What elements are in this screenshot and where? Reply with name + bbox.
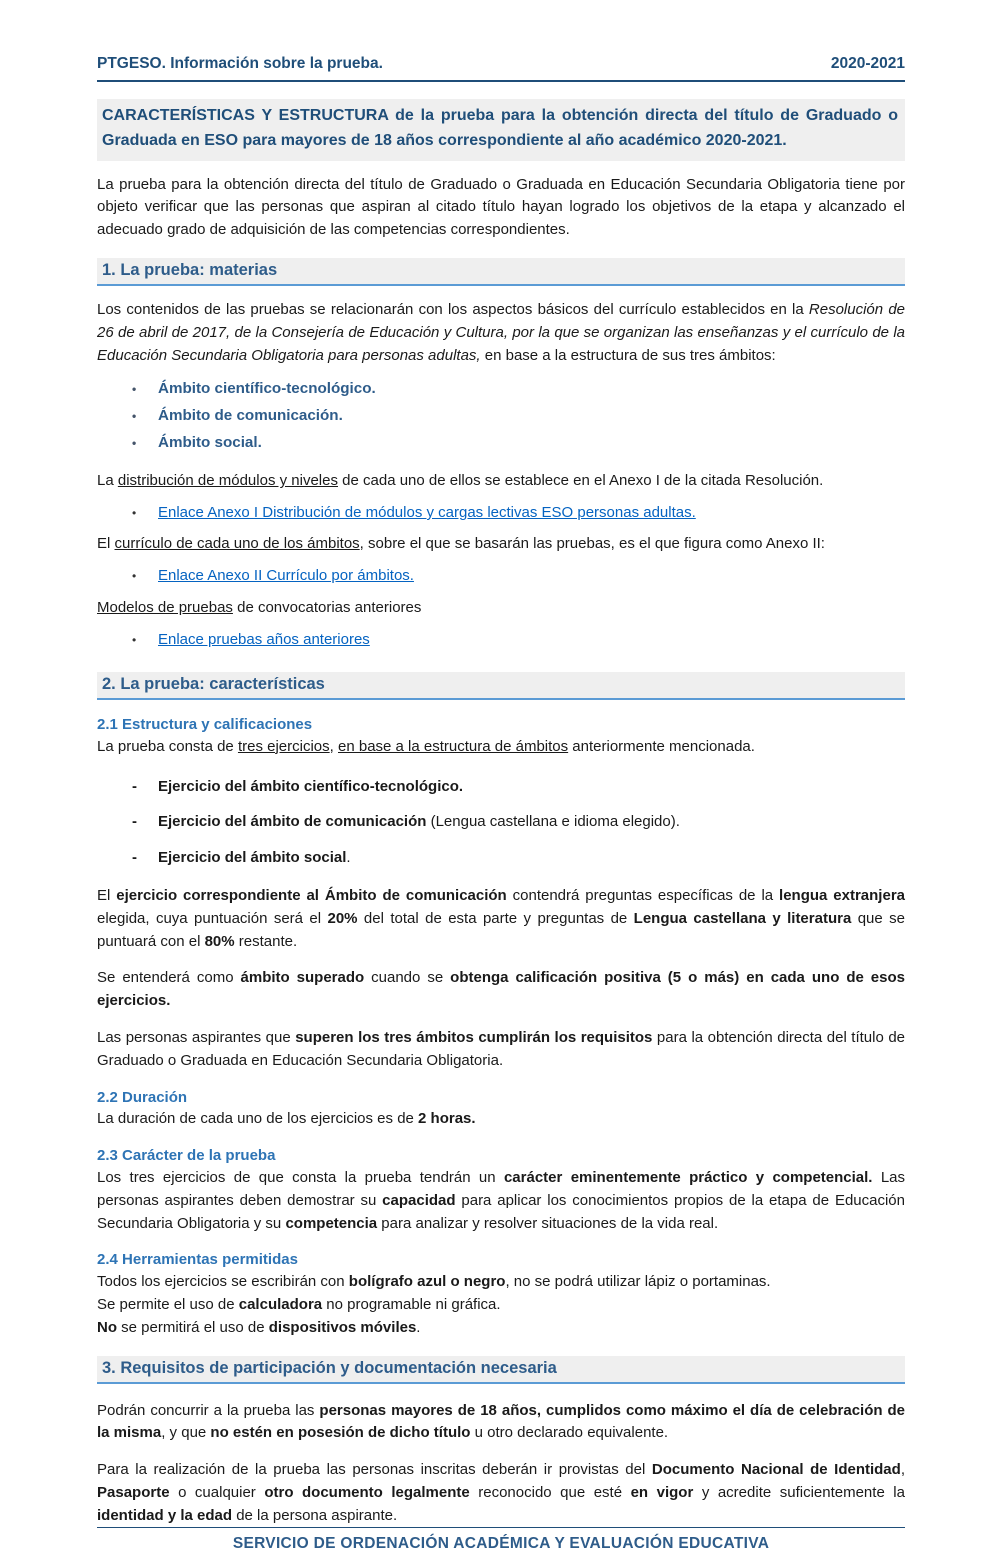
text-run: contendrá preguntas específicas de la xyxy=(506,887,780,905)
text-run-bold: Ejercicio del ámbito social xyxy=(158,848,347,866)
text-run: Podrán concurrir a la prueba las xyxy=(97,1401,320,1419)
section-2-heading: 2. La prueba: características xyxy=(97,672,905,700)
text-run-bold: 80% xyxy=(204,932,235,950)
text-run-bold: Documento Nacional de Identidad xyxy=(651,1461,901,1479)
text-run-bold: capacidad xyxy=(382,1191,456,1209)
text-run: Las personas aspirantes que xyxy=(97,1029,296,1047)
text-run-bold: 2 horas. xyxy=(418,1110,476,1128)
text-run: anteriormente mencionada. xyxy=(568,737,755,755)
list-item-ejercicio-social xyxy=(130,847,905,870)
text-run: Los tres ejercicios de que consta la prueba tendrán un xyxy=(97,1168,504,1186)
section-3-heading: 3. Requisitos de participación y documentación necesaria xyxy=(97,1356,905,1384)
text-run-bold: calculadora xyxy=(238,1295,323,1313)
text-run-bold: Ejercicio del ámbito científico-tecnológico. xyxy=(158,777,464,795)
list-item-ambito-social: • Ámbito social. xyxy=(130,430,905,457)
text-run: reconocido que esté xyxy=(469,1483,631,1501)
text-run: El xyxy=(97,535,115,553)
text-run-bold: Pasaporte xyxy=(97,1483,170,1501)
text-run: La prueba consta de xyxy=(97,737,238,755)
paragraph-consta xyxy=(97,736,905,759)
text-run: (Lengua castellana e idioma elegido). xyxy=(426,813,680,831)
text-run: Se entenderá como xyxy=(97,969,241,987)
text-run-underline: distribución de módulos y niveles xyxy=(117,472,338,490)
text-run-bold: superen los tres ámbitos cumplirán los requisitos xyxy=(295,1029,653,1047)
title-block: CARACTERÍSTICAS Y ESTRUCTURA de la prueba para la obtención directa del título de Graduado o Graduada en ESO para mayores de 18 años correspondiente al año académico 2020-2021. xyxy=(97,99,905,161)
text-run: cuando se xyxy=(364,969,451,987)
list-item-ejercicio-cientifico xyxy=(130,776,905,799)
paragraph-modelos xyxy=(97,597,905,620)
text-run: Todos los ejercicios se escribirán con xyxy=(97,1273,349,1291)
text-run: que se puntuará con el xyxy=(97,909,905,950)
paragraph-contenidos xyxy=(97,299,905,367)
subsection-2-2-heading: 2.2 Duración xyxy=(97,1088,188,1106)
text-run-bold: carácter eminentemente práctico y competencial. xyxy=(503,1168,873,1186)
text-run-bold: en vigor xyxy=(630,1483,694,1501)
text-run-bold: No xyxy=(97,1318,117,1336)
text-run-underline: en base a la estructura de ámbitos xyxy=(338,737,569,755)
text-run: La duración de cada uno de los ejercicios es de xyxy=(97,1110,419,1128)
text-run: del total de esta parte y preguntas de xyxy=(357,909,634,927)
text-run: elegida, cuya puntuación será el xyxy=(97,909,328,927)
text-run: Las personas aspirantes deben demostrar su xyxy=(97,1168,906,1209)
text-run: u otro declarado equivalente. xyxy=(470,1424,669,1442)
text-run-underline: tres ejercicios xyxy=(237,737,330,755)
link-row xyxy=(130,565,905,588)
text-run-bold: no estén en posesión de dicho título xyxy=(210,1424,471,1442)
text-run-bold: ejercicio correspondiente al Ámbito de comunicación xyxy=(116,887,507,905)
text-run: para analizar y resolver situaciones de la vida real. xyxy=(377,1214,719,1232)
text-run-bold: identidad y la edad xyxy=(97,1506,233,1524)
paragraph-boligrafo xyxy=(97,1271,905,1294)
text-run-bold: bolígrafo azul o negro xyxy=(348,1273,506,1291)
paragraph-curriculo xyxy=(97,533,905,556)
text-run: se permitirá el uso de xyxy=(117,1318,269,1336)
link-row xyxy=(130,629,905,652)
text-run: Los contenidos de las pruebas se relacionarán con los aspectos básicos del currículo establecidos en la xyxy=(97,300,809,318)
text-run: . xyxy=(346,848,351,866)
text-run: El xyxy=(97,887,117,905)
text-run-bold: Lengua castellana y literatura xyxy=(633,909,852,927)
text-run: . xyxy=(416,1318,421,1336)
paragraph-comunicacion-detalle xyxy=(97,885,905,953)
paragraph-ambito-superado xyxy=(97,967,905,1013)
text-run: de convocatorias anteriores xyxy=(232,598,422,616)
text-run: de cada uno de ellos se establece en el Anexo I de la citada Resolución. xyxy=(337,472,824,490)
link-anexo-i[interactable]: Enlace Anexo I Distribución de módulos y cargas lectivas ESO personas adultas. xyxy=(158,503,696,521)
text-run-bold: personas mayores de 18 años, cumplidos como máximo el día de celebración de la misma xyxy=(97,1401,906,1442)
text-run: para aplicar los conocimientos propios de la etapa de Educación Secundaria Obligatoria y su xyxy=(97,1191,905,1232)
link-row xyxy=(130,502,905,525)
paragraph-concurrir xyxy=(97,1400,905,1446)
text-run: , sobre el que se basarán las pruebas, es el que figura como Anexo II: xyxy=(359,535,825,553)
subsection-2-1-heading: 2.1 Estructura y calificaciones xyxy=(97,716,313,734)
paragraph-calculadora xyxy=(97,1294,905,1317)
text-run: restante. xyxy=(234,932,298,950)
page-footer xyxy=(97,1527,905,1553)
text-run-italic: Resolución de 26 de abril de 2017, de la Consejería de Educación y Cultura, por la que se organizan las enseñanzas y el currículo de la Educación Secundaria Obligatoria para personas adultas, xyxy=(97,300,905,364)
footer-text: SERVICIO DE ORDENACIÓN ACADÉMICA Y EVALUACIÓN EDUCATIVA xyxy=(232,1535,770,1553)
text-run: , y que xyxy=(161,1424,211,1442)
paragraph-duracion xyxy=(97,1108,905,1131)
ejercicios-list xyxy=(130,763,905,870)
text-run: en base a la estructura de sus tres ámbitos: xyxy=(480,346,776,364)
text-run: Para la realización de la prueba las personas inscritas deberán ir provistas del xyxy=(97,1461,652,1479)
text-run-bold: dispositivos móviles xyxy=(268,1318,417,1336)
list-item-ambito-cientifico: • Ámbito científico-tecnológico. xyxy=(130,376,905,403)
text-run: no programable ni gráfica. xyxy=(322,1295,501,1313)
text-run: , xyxy=(900,1461,905,1479)
section-1-heading: 1. La prueba: materias xyxy=(97,258,905,286)
text-run: o cualquier xyxy=(169,1483,265,1501)
academic-year: 2020-2021 xyxy=(830,55,905,72)
text-run: para la obtención directa del título de Graduado o Graduada en Educación Secundaria Obligatoria. xyxy=(97,1029,906,1069)
text-run: , no se podrá utilizar lápiz o portaminas. xyxy=(505,1273,771,1291)
document-title: PTGESO. Información sobre la prueba. xyxy=(97,55,383,72)
paragraph-moviles xyxy=(97,1317,905,1340)
text-run: , xyxy=(329,737,338,755)
paragraph-documentacion xyxy=(97,1459,905,1527)
list-item-ambito-comunicacion: • Ámbito de comunicación. xyxy=(130,403,905,430)
text-run-bold: competencia xyxy=(285,1214,378,1232)
text-run: y acredite suficientemente la xyxy=(693,1483,905,1501)
intro-paragraph: La prueba para la obtención directa del título de Graduado o Graduada en Educación Secundaria Obligatoria tiene por objeto verificar que las personas que aspiran al citado título hayan logrado los objetivos de la etapa y alcanzado el adecuado grado de adquisición de las competencias correspondientes. xyxy=(97,175,905,239)
text-run: de la persona aspirante. xyxy=(232,1506,398,1524)
paragraph-distribucion xyxy=(97,470,905,493)
subsection-2-3-heading: 2.3 Carácter de la prueba xyxy=(97,1147,276,1165)
text-run: La xyxy=(97,472,118,490)
text-run-underline: Modelos de pruebas xyxy=(97,598,233,616)
paragraph-caracter xyxy=(97,1167,905,1235)
list-item-ejercicio-comunicacion xyxy=(130,811,905,834)
text-run-bold: Ejercicio del ámbito de comunicación xyxy=(158,813,427,831)
ambitos-list xyxy=(130,376,905,456)
subsection-2-4-heading: 2.4 Herramientas permitidas xyxy=(97,1251,298,1269)
paragraph-requisitos-titulo xyxy=(97,1027,905,1073)
text-run: Se permite el uso de xyxy=(97,1295,239,1313)
text-run-bold: obtenga calificación positiva (5 o más) en cada uno de esos ejercicios. xyxy=(97,969,905,1010)
link-pruebas-anteriores[interactable]: Enlace pruebas años anteriores xyxy=(158,630,370,648)
page-header xyxy=(97,55,905,82)
text-run-bold: ámbito superado xyxy=(240,969,365,987)
link-anexo-ii[interactable]: Enlace Anexo II Currículo por ámbitos. xyxy=(158,567,414,585)
text-run-bold: lengua extranjera xyxy=(779,887,905,905)
text-run-bold: 20% xyxy=(327,909,358,927)
text-run-bold: otro documento legalmente xyxy=(264,1483,470,1501)
text-run-underline: currículo de cada uno de los ámbitos xyxy=(114,535,360,553)
